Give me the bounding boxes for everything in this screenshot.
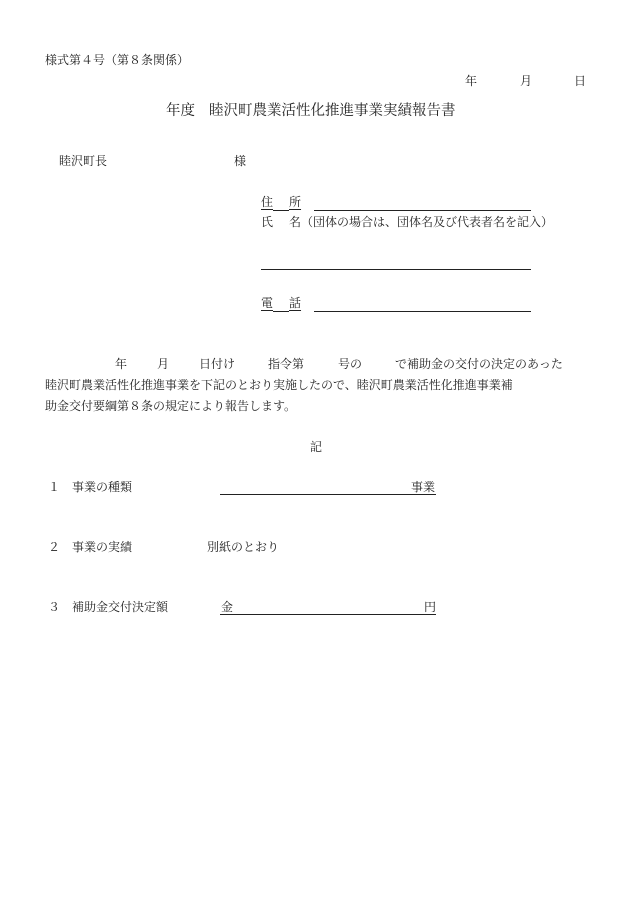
phone-label — [261, 297, 301, 312]
address-label — [261, 196, 301, 211]
date-day: 日 — [574, 74, 587, 88]
name-note: （団体の場合は、団体名及び代表者名を記入） — [301, 215, 554, 229]
item-value: 別紙のとおり — [207, 540, 280, 554]
date-year: 年 — [465, 74, 478, 88]
item-prefix: 金 — [221, 600, 234, 614]
ref-month: 月 — [157, 357, 170, 371]
date-month: 月 — [520, 74, 533, 88]
address-label-1: 住 — [261, 195, 274, 209]
body-line-1-tail: で補助金の交付の決定のあった — [395, 357, 563, 371]
title-text: 睦沢町農業活性化推進事業実績報告書 — [209, 103, 456, 119]
recipient: 睦沢町長 — [59, 154, 108, 168]
ref-day: 日付け — [199, 357, 236, 371]
name-label — [261, 216, 553, 228]
address-field[interactable] — [314, 210, 531, 211]
name-label-2: 名 — [289, 215, 302, 229]
ref-year: 年 — [115, 357, 128, 371]
item-number: １ — [48, 480, 61, 494]
item-number: ２ — [48, 540, 61, 554]
address-label-2: 所 — [289, 195, 302, 209]
recipient-honorific: 様 — [234, 154, 247, 168]
phone-label-2: 話 — [289, 296, 302, 310]
ref-directive: 指令第 — [268, 357, 305, 371]
document-title — [166, 104, 456, 119]
notes-heading: 記 — [310, 440, 323, 454]
title-year-prefix: 年度 — [166, 103, 195, 119]
project-type-field[interactable] — [220, 494, 436, 495]
phone-field[interactable] — [314, 311, 531, 312]
body-line-2: 睦沢町農業活性化推進事業を下記のとおり実施したので、睦沢町農業活性化推進事業補 — [45, 378, 513, 392]
subsidy-amount-field[interactable] — [220, 614, 436, 615]
form-number: 様式第４号（第８条関係） — [45, 53, 190, 67]
item-label: 事業の実績 — [72, 540, 133, 554]
body-line-3: 助金交付要綱第８条の規定により報告します。 — [45, 399, 297, 413]
name-field[interactable] — [261, 269, 531, 270]
phone-label-1: 電 — [261, 296, 274, 310]
item-suffix: 事業 — [411, 480, 436, 494]
ref-number: 号の — [338, 357, 363, 371]
name-label-1: 氏 — [261, 215, 274, 229]
item-number: ３ — [48, 600, 61, 614]
item-suffix: 円 — [424, 600, 437, 614]
item-label: 補助金交付決定額 — [72, 600, 169, 614]
item-label: 事業の種類 — [72, 480, 133, 494]
